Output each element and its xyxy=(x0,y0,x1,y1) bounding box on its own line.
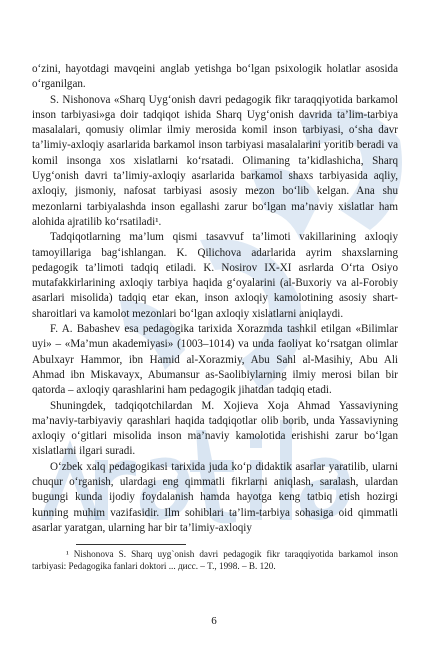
footnote: ¹ Nishonova S. Sharq uyg`onish davri pedagogik fikr taraqqiyotida barkamol inson tarbiyasi: Pedagogika fanlari doktori ... дисс. – T., 1998. – B. 120. xyxy=(32,549,398,572)
paragraph-4: F. A. Babashev esa pedagogika tarixida Xorazmda tashkil etilgan «Bilimlar uyi» – «Ma’mun akademiyasi» (1003–1014) va unda faoliyat ko‘rsatgan olimlar Abulxayr Hammor, ibn Hamid al-Xorazmiy, Abu Sahl al-Masihiy, Abu Ali Ahmad ibn Miskavayx, Abumansur as-Saolibiylarning ilmiy merosi bilan bir qatorda – axloqiy qarashlarini ham pedagogik jihatdan tadqiq etadi. xyxy=(32,323,398,397)
paragraph-1: o‘zini, hayotdagi mavqeini anglab yetishga bo‘lgan psixologik holatlar asosida o‘rganilgan. xyxy=(32,63,398,91)
paragraph-2: S. Nishonova «Sharq Uyg‘onish davri pedagogik fikr taraqqiyotida barkamol inson tarbiyasi»ga doir tadqiqot ishida Sharq Uyg‘onish davrida ta’lim-tarbiya masalalari, qomusiy olimlar ilmiy merosida komil inson tarbiyasi, o‘sha davr ta’limiy-axloqiy asarlarida barkamol inson tarbiyasi masalalarini yoritib beradi va komil insonga xos xislatlarni ko‘rsatadi. Olimaning ta’kidlashicha, Sharq Uyg‘onish davri ta’limiy-axloqiy asarlarida barkamol shaxs tarbiyasida aqliy, axloqiy, jismoniy, nafosat tarbiyasi asosiy mezon bo‘lib kelgan. Ana shu mezonlarni tarbiyalashda inson egallashi zarur bo‘lgan ma’naviy xislatlar ham alohida ajratilib ko‘rsatiladi¹. xyxy=(32,93,398,228)
paragraph-6: O‘zbek xalq pedagogikasi tarixida juda ko‘p didaktik asarlar yaratilib, ularni chuqur o‘rganish, ulardagi eng qimmatli fikrlarni aniqlash, saralash, ulardan bugungi kunda ijodiy foydalanish hamda hayotga keng tatbiq etish hozirgi kunning muhim vazifasidir. Ilm sohiblari ta’lim-tarbiya sohasiga oid qimmatli asarlar yaratgan, ularning har bir ta’limiy-axloqiy xyxy=(32,460,398,534)
footnote-divider xyxy=(76,544,186,545)
paragraph-5: Shuningdek, tadqiqotchilardan M. Xojieva Xoja Ahmad Yassaviyning ma’naviy-tarbiyaviy qarashlari haqida tadqiqotlar olib borib, unda Yassaviyning axloqiy o‘gitlari misolida inson ma’naviy kamolotida erishishi zarur bo‘lgan xislatlarni ilgari suradi. xyxy=(32,399,398,458)
page-number: 6 xyxy=(211,615,217,627)
paragraph-3: Tadqiqotlarning ma’lum qismi tasavvuf ta’limoti vakillarining axloqiy tamoyillariga bag‘ishlangan. K. Qilichova adarlarida ayrim shaxslarning pedagogik ta’limoti tadqiq etiladi. K. Nosirov IX-XI asrlarda O‘rta Osiyo mutafakkirlarining axloqiy tarbiya haqida g‘oyalarini (al-Buxoriy va al-Forobiy asarlari misolida) tadqiq etar ekan, inson axloqiy kamolotining asosiy shart-sharoitlari va kamolot mezonlari bo‘lgan axloqiy xislatlarni aniqlaydi. xyxy=(32,231,398,320)
body-text xyxy=(32,62,398,536)
